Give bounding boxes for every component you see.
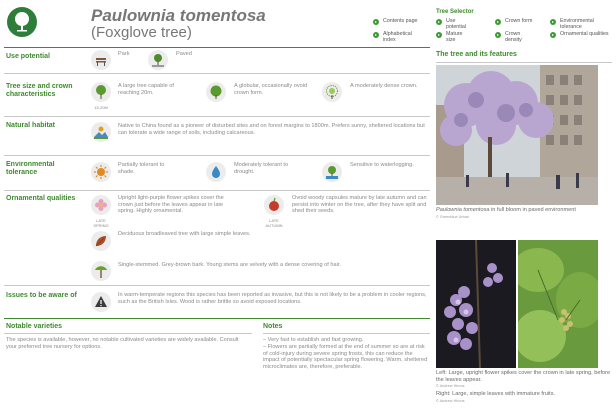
flower-photo: [436, 240, 516, 368]
landscape-icon: [91, 122, 111, 142]
divider: [4, 73, 430, 74]
arrow-bullet-icon: [495, 19, 501, 25]
bench-icon: [91, 50, 111, 70]
leaf-photo-caption: Right: Large, simple leaves with immature fruits.: [436, 391, 556, 397]
flower-photo-caption: Left: Large, upright flower spikes cover the crown in late spring, before the leaves appear.: [436, 370, 611, 383]
header-divider: [4, 47, 430, 48]
tree-photo-caption: [436, 207, 612, 214]
note-item: – Flowers are partially formed at the end of summer so are at risk of cold-injury during severe spring frosts, this can reduce the impact of potentially spectacular spring flowering. Warm, sheltered microclimates are, therefore, preferable.: [263, 344, 428, 370]
drought-text: Moderately tolerant to drought.: [234, 162, 289, 175]
species-name-italic: Paulownia tomentosa: [436, 207, 490, 213]
arrow-bullet-icon: [436, 19, 442, 25]
leaf-photo: [518, 240, 598, 368]
crown-density-text: A moderately dense crown.: [350, 83, 418, 89]
leaf-icon: [91, 231, 111, 251]
divider: [4, 190, 430, 191]
drought-icon: [206, 162, 226, 182]
waterlogging-text: Sensitive to waterlogging.: [350, 162, 414, 168]
photo-credit: © Andrew Hirons: [436, 384, 465, 388]
habitat-text: Native to China found as a pioneer of disturbed sites and on forest margins to 1800m. Prefers sunny, sheltered locations but can tolerate a wide range of soils, including calcareous.: [118, 123, 425, 136]
use-park-text: Park: [118, 51, 130, 57]
selector-ornamental-qualities[interactable]: Ornamental qualities: [550, 31, 612, 38]
fruit-season-caption: LATE AUTUMN: [265, 218, 283, 228]
photo-credit: © Andrew Hirons: [436, 399, 465, 403]
notes-label: Notes: [263, 323, 283, 330]
selector-crown-density[interactable]: Crown density: [495, 31, 535, 43]
divider: [4, 318, 430, 319]
caption-text: in full bloom in paved environment: [489, 207, 576, 213]
notable-varieties-label: Notable varieties: [6, 323, 63, 330]
fruit-icon: [264, 195, 284, 215]
bark-text: Single-stemmed. Grey-brown bark. Young stems are velvety with a dense covering of hair.: [118, 262, 341, 268]
issues-text: In warm-temperate regions this species has been reported as invasive, but this is not likely to be a problem in cooler regions, such as the British Isles. Wood is rather brittle so avoid exposed locations.: [118, 292, 427, 305]
features-title: The tree and its features: [436, 51, 517, 58]
bark-icon: [91, 261, 111, 281]
shade-icon: [91, 162, 111, 182]
tree-size-text: A large tree capable of reaching 20m.: [118, 83, 174, 96]
arrow-bullet-icon: [495, 32, 501, 38]
arrow-bullet-icon: [373, 19, 379, 25]
tree-logo-icon: [7, 7, 37, 37]
selector-environmental-tolerance[interactable]: Environmental tolerance: [550, 18, 612, 30]
divider: [4, 285, 430, 286]
tree-photo: [436, 65, 598, 205]
divider: [4, 155, 430, 156]
divider: [263, 333, 430, 334]
alphabetical-index-link[interactable]: Alphabetical index: [373, 31, 425, 43]
fruit-text: Ovoid woody capsules mature by late autumn and can persist into winter on the tree, after they have split and shed their seeds.: [292, 195, 427, 215]
note-item: – Very fast to establish and fast growing.: [263, 337, 364, 343]
photo-credit: © Greenblue Urban: [436, 215, 469, 219]
use-paved-text: Paved: [176, 51, 192, 57]
selector-use-potential[interactable]: Use potential: [436, 18, 470, 30]
selector-crown-form[interactable]: Crown form: [495, 18, 535, 25]
leaf-text: Deciduous broadleaved tree with large simple leaves.: [118, 231, 251, 237]
issues-label: Issues to be aware of: [6, 292, 77, 299]
tall-tree-icon: [91, 82, 111, 102]
globular-crown-icon: [206, 82, 226, 102]
crown-form-text: A globular, occasionally ovoid crown form.: [234, 83, 308, 96]
contents-page-link[interactable]: Contents page: [373, 18, 425, 25]
flower-season-caption: LATE SPRING: [93, 218, 109, 228]
arrow-bullet-icon: [436, 32, 442, 38]
selector-mature-size[interactable]: Mature size: [436, 31, 470, 43]
divider: [4, 116, 430, 117]
natural-habitat-label: Natural habitat: [6, 122, 56, 129]
height-caption: 15-20M: [94, 105, 108, 110]
flower-icon: [91, 195, 111, 215]
arrow-bullet-icon: [550, 32, 556, 38]
environmental-tolerance-label: Environmental tolerance: [6, 161, 55, 174]
tree-selector-title: Tree Selector: [436, 9, 474, 15]
common-name: (Foxglove tree): [91, 24, 192, 41]
dense-crown-icon: [322, 82, 342, 102]
flower-text: Upright light-purple flower spikes cover the crown just before the leaves appear in late spring. Highly ornamental.: [118, 195, 224, 215]
arrow-bullet-icon: [373, 32, 379, 38]
varieties-text: The species is available, however, no notable cultivated varieties are widely available. Consult your preferred tree nursery for options.: [6, 337, 239, 350]
warning-icon: [91, 292, 111, 312]
divider: [436, 62, 612, 63]
divider: [4, 333, 252, 334]
shade-text: Partially tolerant to shade.: [118, 162, 165, 175]
use-potential-label: Use potential: [6, 53, 50, 60]
paved-tree-icon: [148, 50, 168, 70]
size-crown-label: Tree size and crown characteristics: [6, 83, 73, 98]
ornamental-label: Ornamental qualities: [6, 195, 76, 202]
species-title: Paulownia tomentosa: [91, 6, 266, 25]
waterlogging-icon: [322, 162, 342, 182]
arrow-bullet-icon: [550, 19, 556, 25]
tree-logo: [7, 7, 37, 37]
